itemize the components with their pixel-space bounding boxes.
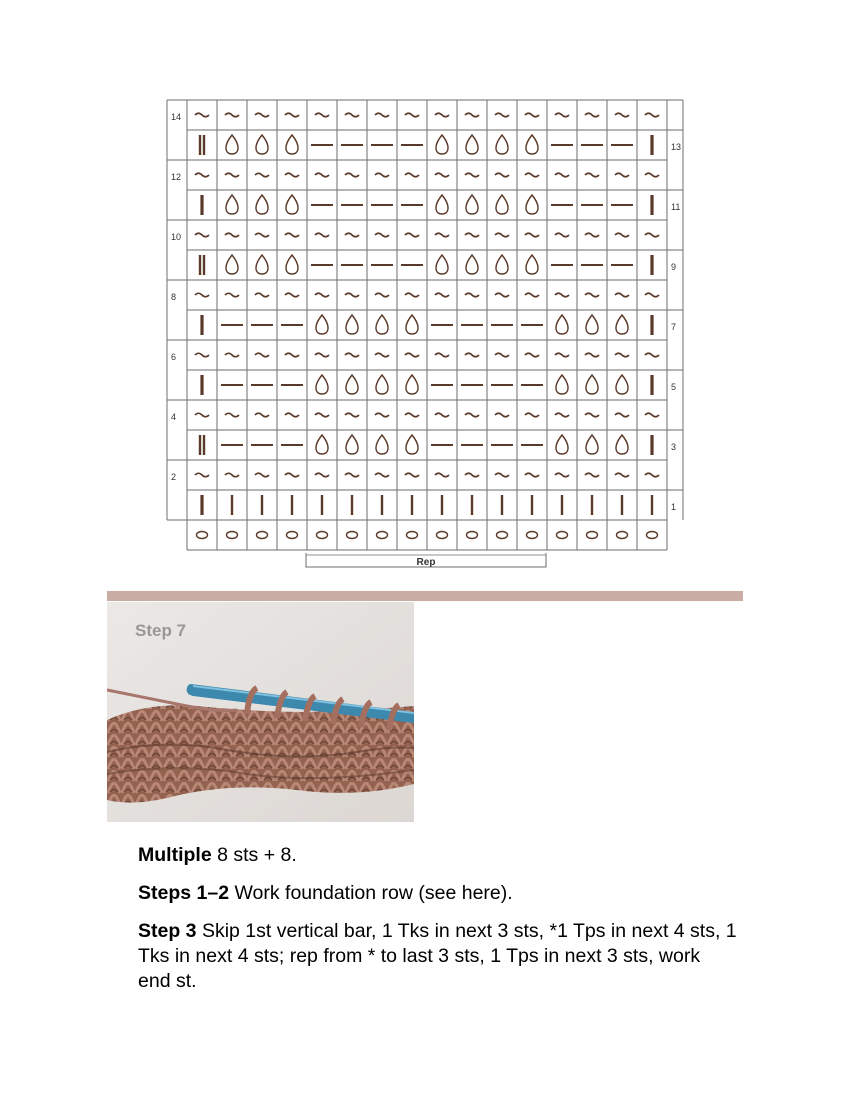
return-stitch-symbol (195, 293, 209, 297)
return-stitch-symbol (435, 233, 449, 237)
return-stitch-symbol (225, 293, 239, 297)
tks-symbol (491, 444, 513, 446)
tks-symbol (521, 324, 543, 326)
multiple-label: Multiple (138, 844, 212, 866)
tps-symbol (436, 135, 448, 154)
return-stitch-symbol (615, 233, 629, 237)
return-stitch-symbol (315, 473, 329, 477)
tss-symbol (411, 495, 413, 515)
return-stitch-symbol (285, 113, 299, 117)
return-stitch-symbol (405, 413, 419, 417)
return-stitch-symbol (495, 413, 509, 417)
tks-symbol (581, 144, 603, 146)
return-stitch-symbol (405, 353, 419, 357)
photo-step-label: Step 7 (135, 621, 187, 640)
return-stitch-symbol (195, 413, 209, 417)
return-stitch-symbol (285, 173, 299, 177)
return-stitch-symbol (495, 113, 509, 117)
return-stitch-symbol (375, 233, 389, 237)
return-stitch-symbol (225, 233, 239, 237)
row-number-right: 5 (671, 382, 677, 392)
chain-symbol (497, 532, 508, 539)
return-stitch-symbol (405, 293, 419, 297)
return-stitch-symbol (435, 113, 449, 117)
step-3-paragraph (138, 919, 738, 994)
tss-symbol (651, 495, 653, 515)
return-stitch-symbol (315, 353, 329, 357)
return-stitch-symbol (525, 293, 539, 297)
tps-symbol (586, 315, 598, 334)
tks-symbol (551, 144, 573, 146)
tss-symbol (321, 495, 323, 515)
tps-symbol (526, 135, 538, 154)
return-stitch-symbol (315, 293, 329, 297)
return-stitch-symbol (585, 233, 599, 237)
return-stitch-symbol (195, 173, 209, 177)
tps-symbol (406, 375, 418, 394)
tks-symbol (431, 324, 453, 326)
return-stitch-symbol (615, 473, 629, 477)
steps-1-2-label: Steps 1–2 (138, 882, 230, 904)
return-stitch-symbol (285, 353, 299, 357)
vertical-bar-symbol (200, 315, 203, 335)
tks-symbol (551, 264, 573, 266)
return-stitch-symbol (555, 353, 569, 357)
return-stitch-symbol (555, 473, 569, 477)
return-stitch-symbol (585, 113, 599, 117)
tks-symbol (521, 444, 543, 446)
tks-symbol (221, 324, 243, 326)
tps-symbol (376, 375, 388, 394)
return-stitch-symbol (495, 353, 509, 357)
tks-symbol (311, 264, 333, 266)
tks-symbol (371, 204, 393, 206)
chain-symbol (617, 532, 628, 539)
return-stitch-symbol (255, 233, 269, 237)
step-3-label: Step 3 (138, 920, 197, 942)
chain-symbol (557, 532, 568, 539)
chain-symbol (317, 532, 328, 539)
return-stitch-symbol (375, 353, 389, 357)
row-number-left: 4 (171, 412, 177, 422)
tks-symbol (251, 384, 273, 386)
return-stitch-symbol (285, 413, 299, 417)
tks-symbol (491, 324, 513, 326)
return-stitch-symbol (615, 353, 629, 357)
return-stitch-symbol (285, 473, 299, 477)
return-stitch-symbol (435, 413, 449, 417)
return-stitch-symbol (195, 473, 209, 477)
return-stitch-symbol (225, 473, 239, 477)
tps-symbol (466, 195, 478, 214)
crochet-photo-image (107, 602, 414, 822)
return-stitch-symbol (555, 293, 569, 297)
tks-symbol (401, 264, 423, 266)
tss-symbol (231, 495, 233, 515)
tps-symbol (286, 195, 298, 214)
tps-symbol (616, 375, 628, 394)
vertical-bar-symbol (650, 255, 653, 275)
return-stitch-symbol (585, 293, 599, 297)
tks-symbol (431, 444, 453, 446)
tks-symbol (461, 324, 483, 326)
double-bar-symbol (203, 255, 205, 275)
tss-symbol (381, 495, 383, 515)
tps-symbol (616, 435, 628, 454)
step-3-text: Skip 1st vertical bar, 1 Tks in next 3 sts, *1 Tps in next 4 sts, 1 Tks in next 4 sts; rep from * to last 3 sts, 1 Tps in next 3 sts, work end st. (138, 920, 737, 992)
tks-symbol (491, 384, 513, 386)
chain-symbol (257, 532, 268, 539)
tks-symbol (251, 324, 273, 326)
tks-symbol (251, 444, 273, 446)
tks-symbol (371, 264, 393, 266)
return-stitch-symbol (255, 353, 269, 357)
return-stitch-symbol (255, 113, 269, 117)
return-stitch-symbol (465, 293, 479, 297)
return-stitch-symbol (495, 473, 509, 477)
return-stitch-symbol (345, 413, 359, 417)
tss-symbol (471, 495, 473, 515)
multiple-paragraph (138, 843, 738, 868)
rep-label: Rep (416, 557, 436, 568)
tps-symbol (406, 315, 418, 334)
return-stitch-symbol (375, 413, 389, 417)
tks-symbol (431, 384, 453, 386)
return-stitch-symbol (375, 293, 389, 297)
tks-symbol (401, 144, 423, 146)
return-stitch-symbol (435, 353, 449, 357)
tps-symbol (556, 435, 568, 454)
chain-symbol (437, 532, 448, 539)
tps-symbol (226, 255, 238, 274)
return-stitch-symbol (285, 293, 299, 297)
chain-symbol (347, 532, 358, 539)
return-stitch-symbol (255, 413, 269, 417)
tps-symbol (286, 135, 298, 154)
return-stitch-symbol (225, 113, 239, 117)
tps-symbol (466, 135, 478, 154)
tps-symbol (406, 435, 418, 454)
tps-symbol (256, 255, 268, 274)
tps-symbol (376, 435, 388, 454)
return-stitch-symbol (465, 413, 479, 417)
chain-symbol (197, 532, 208, 539)
tks-symbol (581, 204, 603, 206)
return-stitch-symbol (525, 353, 539, 357)
return-stitch-symbol (615, 173, 629, 177)
double-bar-symbol (199, 255, 201, 275)
chain-symbol (587, 532, 598, 539)
tks-symbol (401, 204, 423, 206)
tps-symbol (466, 255, 478, 274)
tks-symbol (311, 144, 333, 146)
return-stitch-symbol (465, 233, 479, 237)
tps-symbol (316, 315, 328, 334)
tps-symbol (496, 255, 508, 274)
tps-symbol (226, 195, 238, 214)
tps-symbol (346, 315, 358, 334)
tks-symbol (611, 264, 633, 266)
return-stitch-symbol (345, 353, 359, 357)
return-stitch-symbol (465, 173, 479, 177)
return-stitch-symbol (315, 233, 329, 237)
return-stitch-symbol (435, 473, 449, 477)
return-stitch-symbol (195, 113, 209, 117)
vertical-bar-symbol (650, 195, 653, 215)
tks-symbol (281, 324, 303, 326)
double-bar-symbol (199, 435, 201, 455)
return-stitch-symbol (375, 173, 389, 177)
tps-symbol (286, 255, 298, 274)
return-stitch-symbol (225, 353, 239, 357)
row-number-left: 2 (171, 472, 177, 482)
return-stitch-symbol (225, 413, 239, 417)
return-stitch-symbol (465, 353, 479, 357)
return-stitch-symbol (465, 473, 479, 477)
tps-symbol (586, 435, 598, 454)
tks-symbol (461, 444, 483, 446)
return-stitch-symbol (195, 353, 209, 357)
tks-symbol (221, 444, 243, 446)
return-stitch-symbol (645, 113, 659, 117)
return-stitch-symbol (645, 173, 659, 177)
return-stitch-symbol (255, 473, 269, 477)
tks-symbol (611, 204, 633, 206)
chain-symbol (467, 532, 478, 539)
vertical-bar-symbol (650, 435, 653, 455)
chain-symbol (227, 532, 238, 539)
return-stitch-symbol (585, 173, 599, 177)
tss-symbol (441, 495, 443, 515)
row-number-left: 12 (171, 172, 182, 182)
tps-symbol (256, 195, 268, 214)
return-stitch-symbol (285, 233, 299, 237)
tps-symbol (346, 375, 358, 394)
tps-symbol (556, 315, 568, 334)
tks-symbol (581, 264, 603, 266)
chain-symbol (647, 532, 658, 539)
row-number-right: 13 (671, 142, 682, 152)
return-stitch-symbol (315, 173, 329, 177)
return-stitch-symbol (645, 233, 659, 237)
return-stitch-symbol (615, 113, 629, 117)
return-stitch-symbol (555, 173, 569, 177)
tss-symbol (561, 495, 563, 515)
return-stitch-symbol (585, 473, 599, 477)
tks-symbol (281, 384, 303, 386)
vertical-bar-symbol (650, 315, 653, 335)
tss-symbol (591, 495, 593, 515)
tps-symbol (256, 135, 268, 154)
row-number-right: 1 (671, 502, 677, 512)
return-stitch-symbol (555, 233, 569, 237)
vertical-bar-symbol (200, 495, 203, 515)
return-stitch-symbol (525, 413, 539, 417)
tss-symbol (501, 495, 503, 515)
tps-symbol (226, 135, 238, 154)
return-stitch-symbol (555, 113, 569, 117)
tps-symbol (496, 135, 508, 154)
return-stitch-symbol (525, 113, 539, 117)
chain-symbol (527, 532, 538, 539)
tks-symbol (311, 204, 333, 206)
return-stitch-symbol (375, 473, 389, 477)
return-stitch-symbol (405, 113, 419, 117)
return-stitch-symbol (315, 113, 329, 117)
row-number-right: 11 (671, 202, 681, 212)
return-stitch-symbol (555, 413, 569, 417)
vertical-bar-symbol (200, 195, 203, 215)
return-stitch-symbol (495, 233, 509, 237)
tks-symbol (611, 144, 633, 146)
double-bar-symbol (203, 135, 205, 155)
steps-1-2-text: Work foundation row (see here). (229, 882, 513, 904)
tks-symbol (521, 384, 543, 386)
return-stitch-symbol (345, 173, 359, 177)
section-divider (107, 591, 743, 601)
return-stitch-symbol (615, 413, 629, 417)
row-number-left: 14 (171, 112, 182, 122)
double-bar-symbol (199, 135, 201, 155)
tps-symbol (316, 435, 328, 454)
tks-symbol (461, 384, 483, 386)
return-stitch-symbol (345, 233, 359, 237)
return-stitch-symbol (345, 293, 359, 297)
instructions (138, 843, 738, 1007)
row-number-left: 6 (171, 352, 177, 362)
tps-symbol (616, 315, 628, 334)
tps-symbol (526, 195, 538, 214)
tks-symbol (281, 444, 303, 446)
tps-symbol (586, 375, 598, 394)
tks-symbol (551, 204, 573, 206)
tks-symbol (341, 264, 363, 266)
steps-1-2-paragraph (138, 881, 738, 906)
return-stitch-symbol (645, 293, 659, 297)
tks-symbol (371, 144, 393, 146)
tps-symbol (376, 315, 388, 334)
row-number-left: 10 (171, 232, 182, 242)
return-stitch-symbol (525, 173, 539, 177)
row-number-right: 7 (671, 322, 677, 332)
multiple-text: 8 sts + 8. (211, 844, 297, 866)
return-stitch-symbol (615, 293, 629, 297)
tks-symbol (341, 144, 363, 146)
chain-symbol (377, 532, 388, 539)
step-photo (107, 602, 414, 822)
return-stitch-symbol (585, 413, 599, 417)
return-stitch-symbol (435, 173, 449, 177)
return-stitch-symbol (195, 233, 209, 237)
tks-symbol (221, 384, 243, 386)
chain-symbol (407, 532, 418, 539)
vertical-bar-symbol (650, 375, 653, 395)
return-stitch-symbol (525, 233, 539, 237)
return-stitch-symbol (405, 233, 419, 237)
return-stitch-symbol (405, 173, 419, 177)
tps-symbol (346, 435, 358, 454)
tss-symbol (621, 495, 623, 515)
row-number-left: 8 (171, 292, 177, 302)
tps-symbol (436, 255, 448, 274)
row-number-right: 9 (671, 262, 677, 272)
tks-symbol (341, 204, 363, 206)
return-stitch-symbol (435, 293, 449, 297)
return-stitch-symbol (405, 473, 419, 477)
tps-symbol (316, 375, 328, 394)
tps-symbol (436, 195, 448, 214)
return-stitch-symbol (645, 473, 659, 477)
tss-symbol (261, 495, 263, 515)
return-stitch-symbol (255, 293, 269, 297)
return-stitch-symbol (525, 473, 539, 477)
return-stitch-symbol (345, 473, 359, 477)
tps-symbol (496, 195, 508, 214)
tps-symbol (526, 255, 538, 274)
chain-symbol (287, 532, 298, 539)
return-stitch-symbol (345, 113, 359, 117)
return-stitch-symbol (255, 173, 269, 177)
return-stitch-symbol (225, 173, 239, 177)
double-bar-symbol (203, 435, 205, 455)
vertical-bar-symbol (200, 375, 203, 395)
return-stitch-symbol (465, 113, 479, 117)
tss-symbol (351, 495, 353, 515)
tps-symbol (556, 375, 568, 394)
vertical-bar-symbol (650, 135, 653, 155)
return-stitch-symbol (645, 353, 659, 357)
return-stitch-symbol (495, 293, 509, 297)
tss-symbol (291, 495, 293, 515)
return-stitch-symbol (495, 173, 509, 177)
return-stitch-symbol (375, 113, 389, 117)
return-stitch-symbol (315, 413, 329, 417)
tss-symbol (531, 495, 533, 515)
return-stitch-symbol (585, 353, 599, 357)
return-stitch-symbol (645, 413, 659, 417)
row-number-right: 3 (671, 442, 677, 452)
